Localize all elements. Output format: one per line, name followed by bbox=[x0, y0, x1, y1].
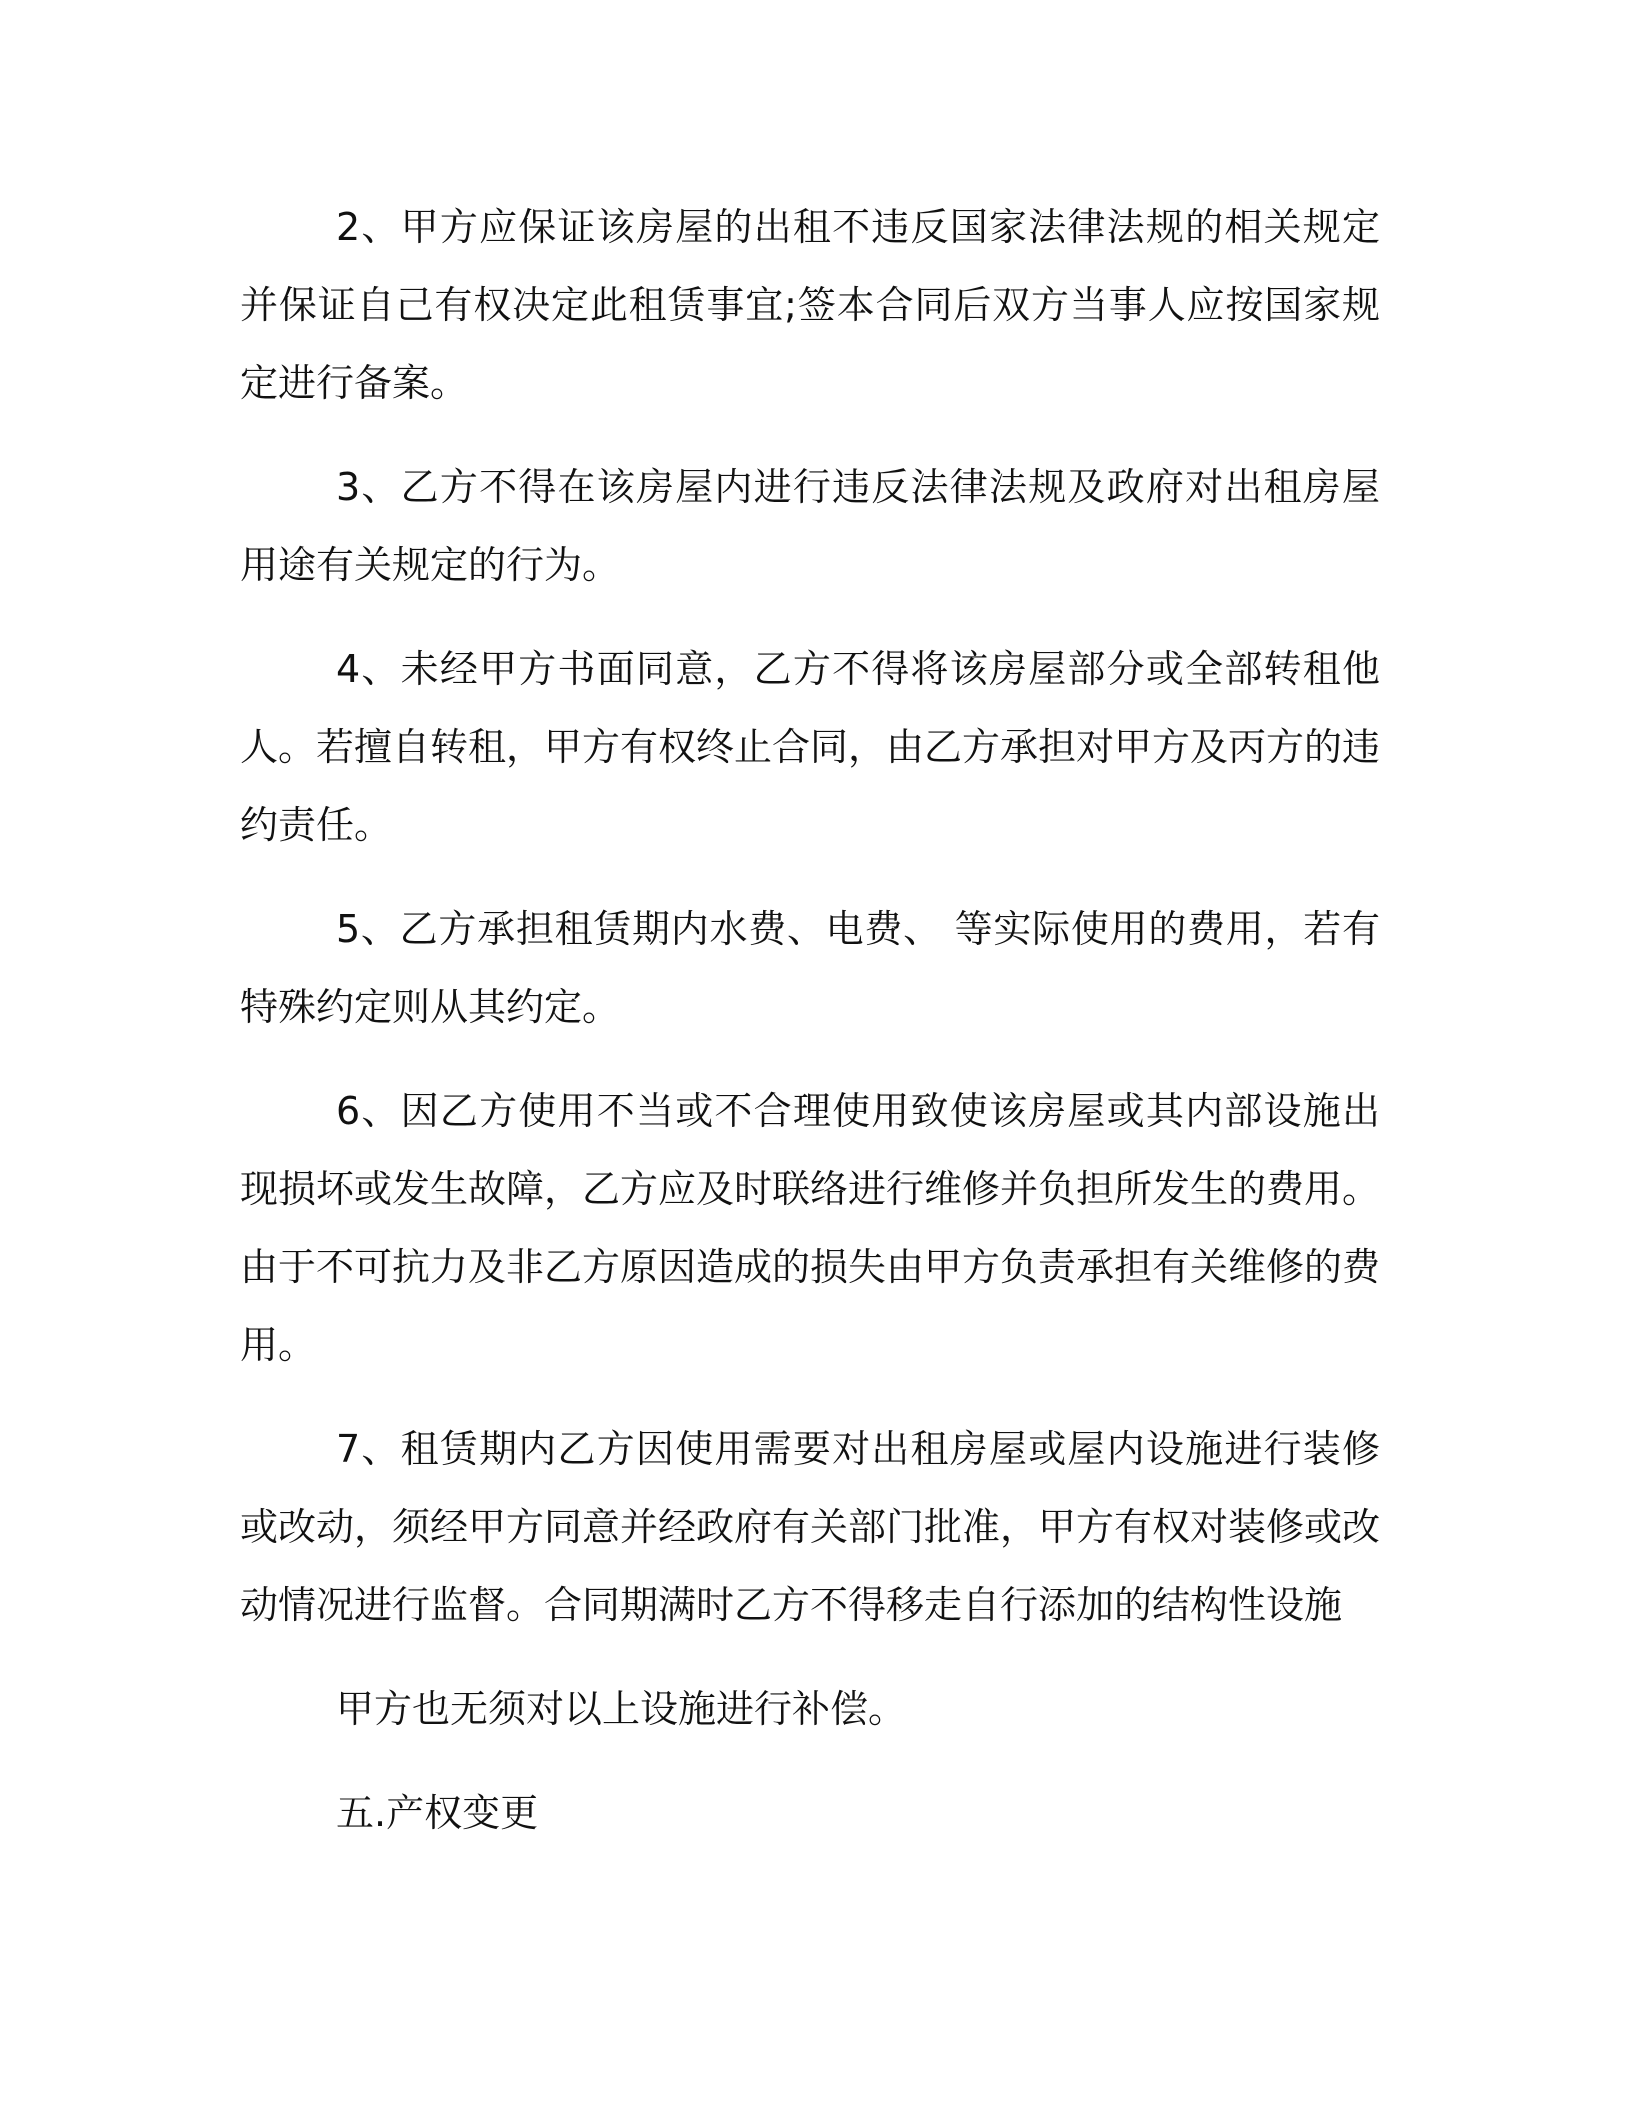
clause-3: 3、乙方不得在该房屋内进行违反法律法规及政府对出租房屋用途有关规定的行为。 bbox=[240, 465, 1380, 587]
clause-6: 6、因乙方使用不当或不合理使用致使该房屋或其内部设施出现损坏或发生故障，乙方应及时联络进行维修并负担所发生的费用。由于不可抗力及非乙方原因造成的损失由甲方负责承担有关维修的费用。 bbox=[240, 1089, 1381, 1367]
document-body bbox=[240, 188, 1380, 1878]
clause-4: 4、未经甲方书面同意，乙方不得将该房屋部分或全部转租他人。若擅自转租，甲方有权终止合同，由乙方承担对甲方及丙方的违约责任。 bbox=[240, 647, 1381, 847]
clause-7-continuation: 甲方也无须对以上设施进行补偿。 bbox=[336, 1687, 907, 1731]
section-heading-property-change: 五.产权变更 bbox=[336, 1791, 539, 1835]
clause-5: 5、乙方承担租赁期内水费、电费、 等实际使用的费用，若有特殊约定则从其约定。 bbox=[240, 907, 1380, 1029]
clause-7: 7、租赁期内乙方因使用需要对出租房屋或屋内设施进行装修或改动，须经甲方同意并经政府有关部门批准，甲方有权对装修或改动情况进行监督。合同期满时乙方不得移走自行添加的结构性设施 bbox=[240, 1427, 1381, 1627]
clause-2: 2、甲方应保证该房屋的出租不违反国家法律法规的相关规定并保证自己有权决定此租赁事宜;签本合同后双方当事人应按国家规定进行备案。 bbox=[240, 205, 1380, 405]
